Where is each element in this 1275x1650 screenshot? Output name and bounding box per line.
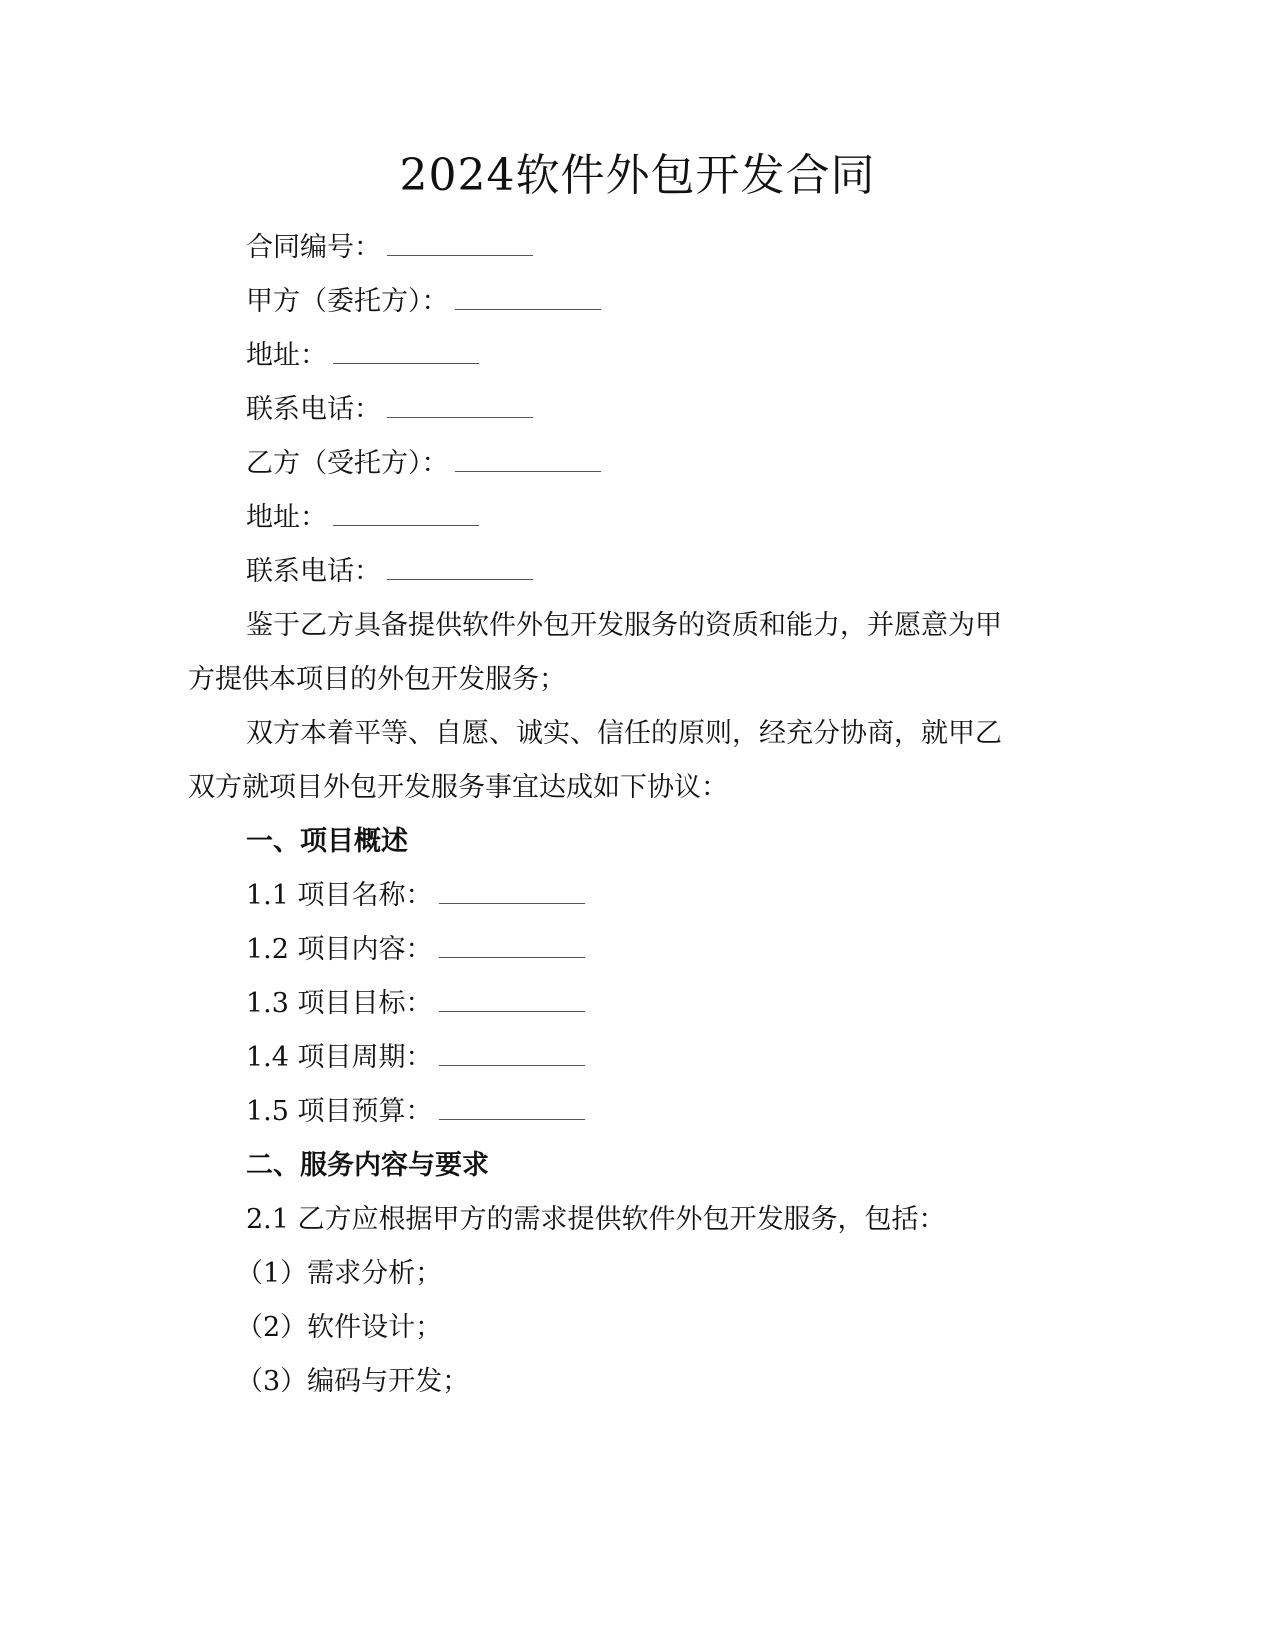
blank-project-period[interactable] <box>439 1041 585 1066</box>
item-label: 1.4 项目周期： <box>246 1042 433 1073</box>
blank-party-a[interactable] <box>455 285 601 310</box>
blank-party-a-phone[interactable] <box>387 393 533 418</box>
item-1-3 <box>246 986 585 1022</box>
item-1-4 <box>246 1040 585 1076</box>
preamble-2-line-1: 双方本着平等、自愿、诚实、信任的原则，经充分协商，就甲乙 <box>246 718 1002 749</box>
document-title: 2024软件外包开发合同 <box>399 150 876 201</box>
field-label: 联系电话： <box>246 556 381 587</box>
field-party-a-address <box>246 338 479 374</box>
list-item-2: （2）软件设计； <box>236 1312 443 1343</box>
blank-contract-number[interactable] <box>387 231 533 256</box>
blank-project-name[interactable] <box>439 879 585 904</box>
field-label: 联系电话： <box>246 394 381 425</box>
item-label: 1.5 项目预算： <box>246 1096 433 1127</box>
blank-party-b[interactable] <box>455 447 601 472</box>
blank-party-b-phone[interactable] <box>387 555 533 580</box>
field-label: 合同编号： <box>246 232 381 263</box>
preamble-2-line-2: 双方就项目外包开发服务事宜达成如下协议： <box>188 772 728 803</box>
clause-2-1: 2.1 乙方应根据甲方的需求提供软件外包开发服务，包括： <box>246 1204 946 1235</box>
item-label: 1.2 项目内容： <box>246 934 433 965</box>
item-label: 1.3 项目目标： <box>246 988 433 1019</box>
preamble-1-line-1: 鉴于乙方具备提供软件外包开发服务的资质和能力，并愿意为甲 <box>246 610 1002 641</box>
blank-project-content[interactable] <box>439 933 585 958</box>
list-item-1: （1）需求分析； <box>236 1258 443 1289</box>
item-1-5 <box>246 1094 585 1130</box>
section-heading-2: 二、服务内容与要求 <box>246 1150 489 1181</box>
field-label: 乙方（受托方）： <box>246 448 449 479</box>
field-party-a <box>246 284 601 320</box>
field-label: 地址： <box>246 502 327 533</box>
field-party-b-address <box>246 500 479 536</box>
list-item-3: （3）编码与开发； <box>236 1366 470 1397</box>
blank-project-budget[interactable] <box>439 1095 585 1120</box>
item-1-1 <box>246 878 585 914</box>
field-label: 地址： <box>246 340 327 371</box>
blank-project-goal[interactable] <box>439 987 585 1012</box>
blank-party-b-address[interactable] <box>333 501 479 526</box>
field-contract-number <box>246 230 533 266</box>
field-party-b-phone <box>246 554 533 590</box>
field-party-b <box>246 446 601 482</box>
section-heading-1: 一、项目概述 <box>246 826 408 857</box>
item-label: 1.1 项目名称： <box>246 880 433 911</box>
item-1-2 <box>246 932 585 968</box>
field-party-a-phone <box>246 392 533 428</box>
blank-party-a-address[interactable] <box>333 339 479 364</box>
preamble-1-line-2: 方提供本项目的外包开发服务； <box>188 664 566 695</box>
field-label: 甲方（委托方）： <box>246 286 449 317</box>
